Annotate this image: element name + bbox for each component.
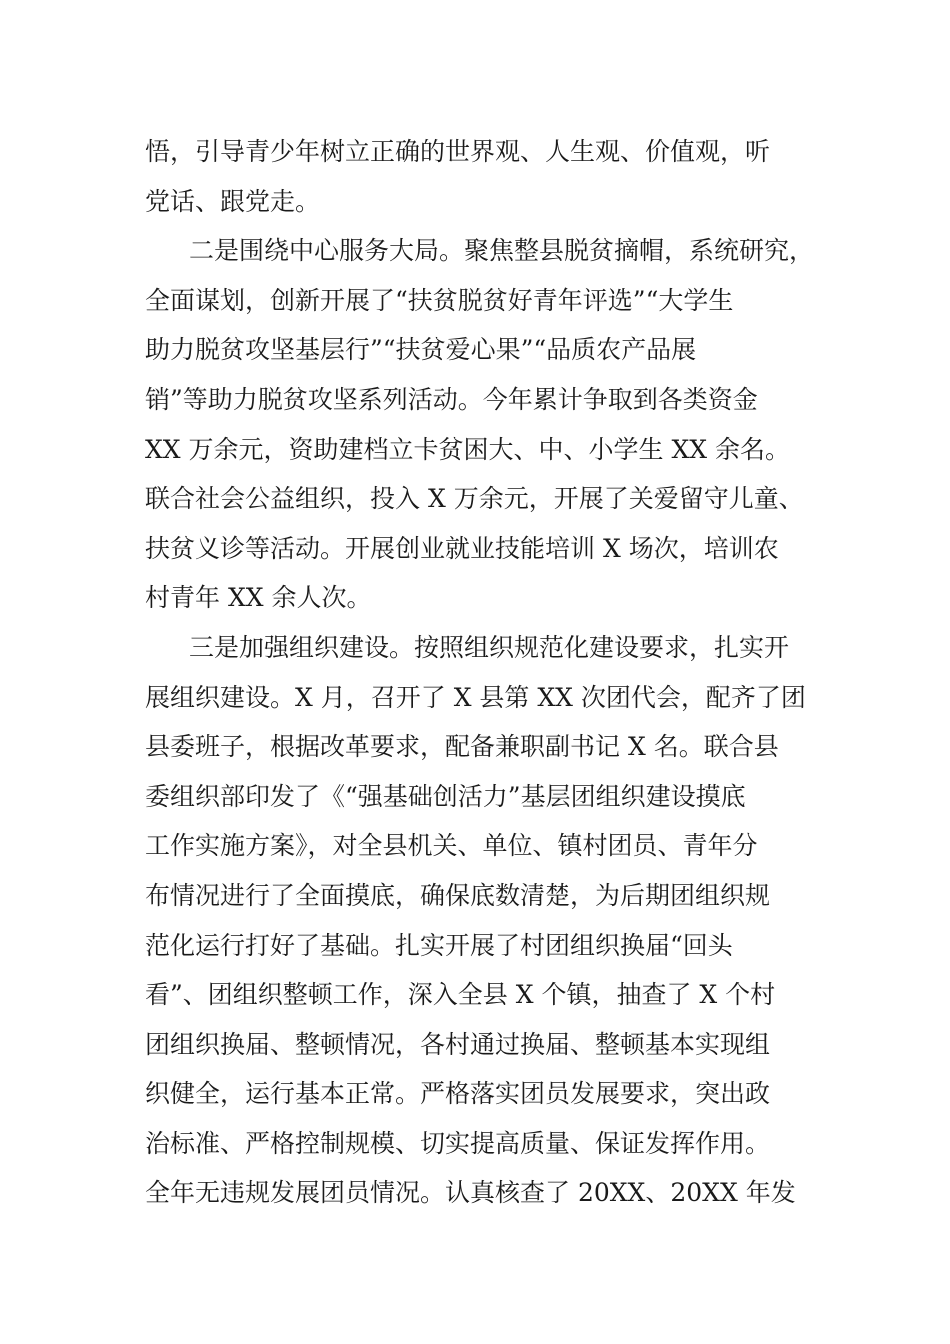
text-line: 展组织建设。X 月，召开了 X 县第 XX 次团代会，配齐了团 <box>145 682 806 712</box>
text-line: 销”等助力脱贫攻坚系列活动。今年累计争取到各类资金 <box>145 384 758 414</box>
text-line: 党话、跟党走。 <box>145 186 321 216</box>
text-line: 扶贫义诊等活动。开展创业就业技能培训 X 场次，培训农 <box>145 533 779 563</box>
text-line: XX 万余元，资助建档立卡贫困大、中、小学生 XX 余名。 <box>145 434 791 464</box>
text-line: 团组织换届、整顿情况，各村通过换届、整顿基本实现组 <box>145 1029 771 1059</box>
text-line: 村青年 XX 余人次。 <box>145 583 372 613</box>
text-line: 织健全，运行基本正常。严格落实团员发展要求，突出政 <box>145 1079 771 1109</box>
text-line: 联合社会公益组织，投入 X 万余元，开展了关爱留守儿童、 <box>145 484 804 514</box>
body-text <box>145 127 835 1218</box>
text-line: 治标准、严格控制规模、切实提高质量、保证发挥作用。 <box>145 1128 771 1158</box>
text-line: 全面谋划，创新开展了“扶贫脱贫好青年评选”“大学生 <box>145 285 734 315</box>
text-line: 范化运行打好了基础。扎实开展了村团组织换届“回头 <box>145 930 733 960</box>
text-line: 委组织部印发了《“强基础创活力”基层团组织建设摸底 <box>145 781 746 811</box>
paragraph-start-line: 三是加强组织建设。按照组织规范化建设要求，扎实开 <box>189 632 790 662</box>
text-line: 悟，引导青少年树立正确的世界观、人生观、价值观，听 <box>145 137 771 166</box>
text-line: 全年无违规发展团员情况。认真核查了 20XX、20XX 年发 <box>145 1178 796 1208</box>
text-line: 看”、团组织整顿工作，深入全县 X 个镇，抽查了 X 个村 <box>145 980 776 1010</box>
text-line: 县委班子，根据改革要求，配备兼职副书记 X 名。联合县 <box>145 732 779 762</box>
text-line: 布情况进行了全面摸底，确保底数清楚，为后期团组织规 <box>145 880 771 910</box>
text-line: 工作实施方案》，对全县机关、单位、镇村团员、青年分 <box>145 831 758 861</box>
text-line: 助力脱贫攻坚基层行”“扶贫爱心果”“品质农产品展 <box>145 335 697 365</box>
paragraph-start-line: 二是围绕中心服务大局。聚焦整县脱贫摘帽，系统研究， <box>189 236 815 266</box>
